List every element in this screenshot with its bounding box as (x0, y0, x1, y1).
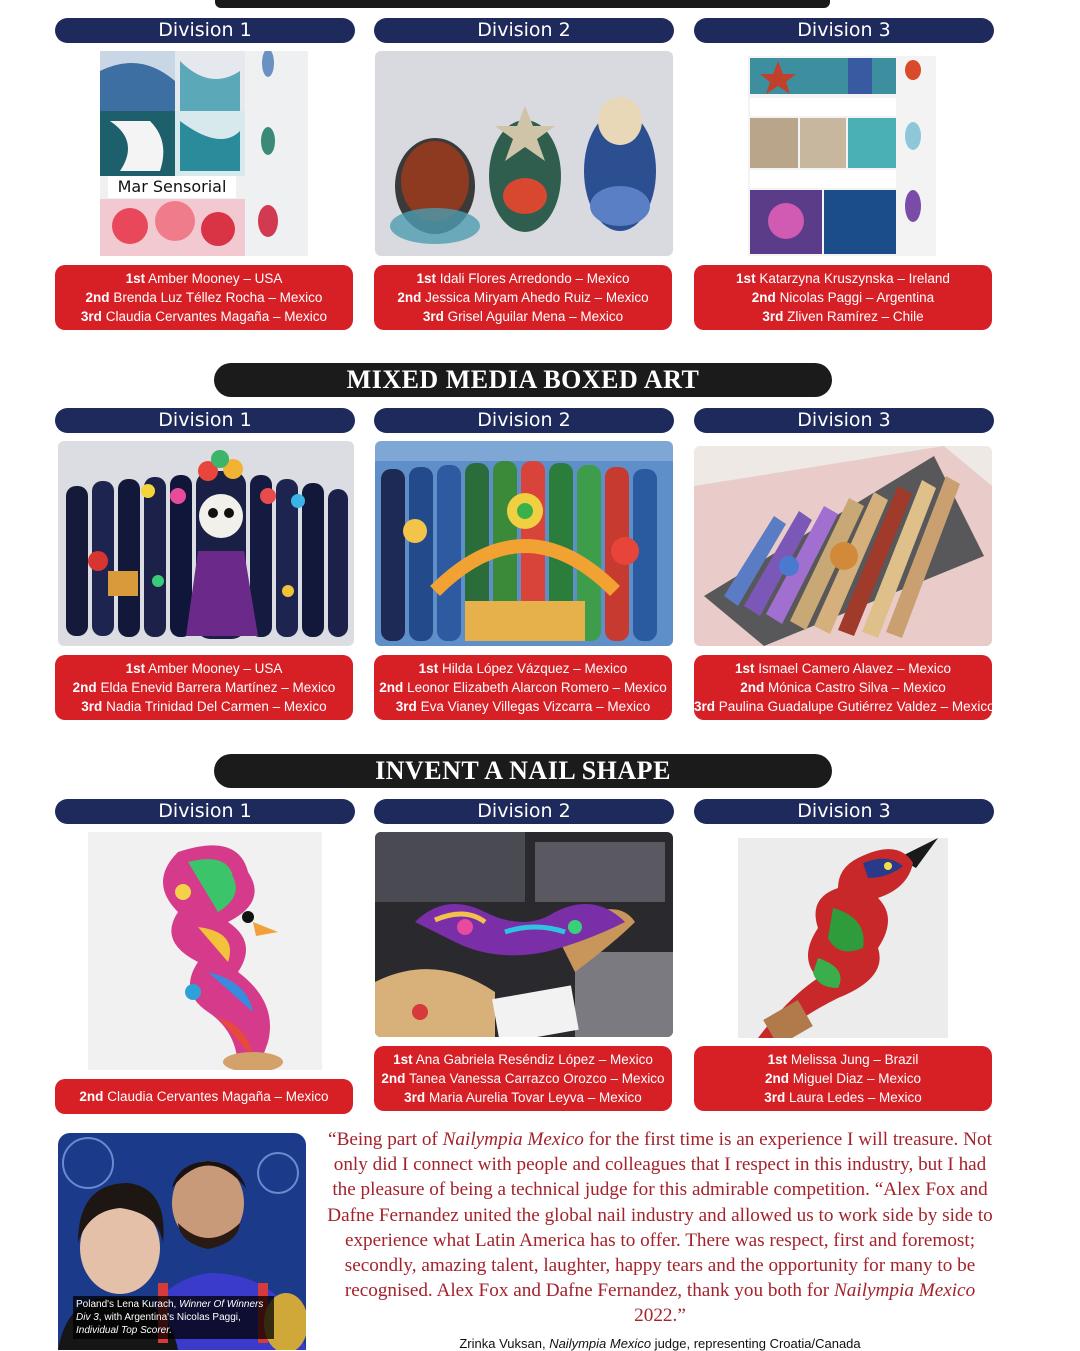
judge-quote: “Being part of Nailympia Mexico for the first time is an experience I will treasure. Not only did I connect with people and colleagues that I respect in this industry, but I had the pleasure of being a technical judge for this admirable competition. “Alex Fox and Dafne Fernandez united the global nail industry and allowed us to work side by side to experience what Latin America has to offer. There was respect, first and foremost; secondly, amazing talent, laughter, happy tears and the opportunity for many to be recognised. Alex Fox and Dafne Fernandez, thank you both for Nailympia Mexico 2022.” (327, 1129, 993, 1327)
division-2-label: Division 2 (374, 18, 674, 43)
photo-top-div2 (375, 51, 673, 256)
result-row: 3rd Zliven Ramírez – Chile (762, 309, 924, 324)
division-3-label: Division 3 (694, 18, 994, 43)
result-row: 2nd Leonor Elizabeth Alarcon Romero – Mexico (379, 680, 667, 695)
top-image-title: Mar Sensorial (108, 176, 236, 198)
results-mixed-div2 (374, 655, 672, 720)
result-row: 1st Idali Flores Arredondo – Mexico (416, 271, 630, 286)
result-row: 2nd Mónica Castro Silva – Mexico (740, 680, 946, 695)
division-2-label: Division 2 (374, 408, 674, 433)
result-row: 3rd Paulina Guadalupe Gutiérrez Valdez – Mexico (694, 699, 995, 714)
result-row: 1st Katarzyna Kruszynska – Ireland (736, 271, 950, 286)
photo-invent-div1 (88, 832, 322, 1070)
division-2-label: Division 2 (374, 799, 674, 824)
results-mixed-div3 (694, 655, 995, 720)
results-top-div3 (694, 265, 992, 330)
quote-attribution: Zrinka Vuksan, Nailympia Mexico judge, representing Croatia/Canada (459, 1336, 861, 1351)
results-invent-div1 (55, 1079, 353, 1114)
results-mixed-div1 (55, 655, 353, 720)
results-invent-div3 (694, 1046, 992, 1111)
results-top-div1 (55, 265, 353, 330)
result-row: 3rd Laura Ledes – Mexico (764, 1090, 922, 1105)
result-row: 1st Amber Mooney – USA (125, 271, 283, 286)
result-row: 2nd Jessica Miryam Ahedo Ruiz – Mexico (397, 290, 649, 305)
result-row: 3rd Nadia Trinidad Del Carmen – Mexico (81, 699, 327, 714)
result-row: 1st Ismael Camero Alavez – Mexico (734, 661, 952, 676)
result-row: 3rd Maria Aurelia Tovar Leyva – Mexico (404, 1090, 642, 1105)
result-row: 1st Hilda López Vázquez – Mexico (418, 661, 628, 676)
result-row: 1st Amber Mooney – USA (125, 661, 283, 676)
photo-invent-div2 (375, 832, 673, 1037)
result-row: 3rd Eva Vianey Villegas Vizcarra – Mexico (395, 699, 651, 714)
section-title-mixed-media: MIXED MEDIA BOXED ART (214, 363, 832, 397)
result-row: 3rd Grisel Aguilar Mena – Mexico (422, 309, 624, 324)
division-3-label: Division 3 (694, 799, 994, 824)
result-row: 2nd Claudia Cervantes Magaña – Mexico (79, 1089, 329, 1104)
photo-top-div3 (748, 56, 936, 256)
result-row: 1st Melissa Jung – Brazil (767, 1052, 919, 1067)
result-row: 2nd Brenda Luz Téllez Rocha – Mexico (85, 290, 323, 305)
section-title-invent-nail-shape: INVENT A NAIL SHAPE (214, 754, 832, 788)
result-row: 1st Ana Gabriela Reséndiz López – Mexico (393, 1052, 653, 1067)
photo-mixed-div2 (375, 441, 673, 646)
result-row: 2nd Nicolas Paggi – Argentina (751, 290, 935, 305)
result-row: 3rd Claudia Cervantes Magaña – Mexico (80, 309, 328, 324)
results-invent-div2 (374, 1046, 672, 1111)
division-1-label: Division 1 (55, 799, 355, 824)
results-top-div2 (374, 265, 672, 330)
result-row: 2nd Tanea Vanessa Carrazco Orozco – Mexico (381, 1071, 665, 1086)
division-3-label: Division 3 (694, 408, 994, 433)
photo-top-div1 (100, 51, 308, 256)
result-row: 2nd Elda Enevid Barrera Martínez – Mexico (72, 680, 336, 695)
result-row: 2nd Miguel Diaz – Mexico (764, 1071, 922, 1086)
division-1-label: Division 1 (55, 18, 355, 43)
photo-mixed-div3 (694, 446, 992, 646)
top-section-banner (215, 0, 830, 8)
photo-invent-div3 (738, 838, 948, 1038)
division-1-label: Division 1 (55, 408, 355, 433)
photo-mixed-div1 (58, 441, 354, 646)
photo-caption: Poland's Lena Kurach, Winner Of Winners Div 3, with Argentina's Nicolas Paggi, Individual Top Scorer. (73, 1296, 274, 1339)
